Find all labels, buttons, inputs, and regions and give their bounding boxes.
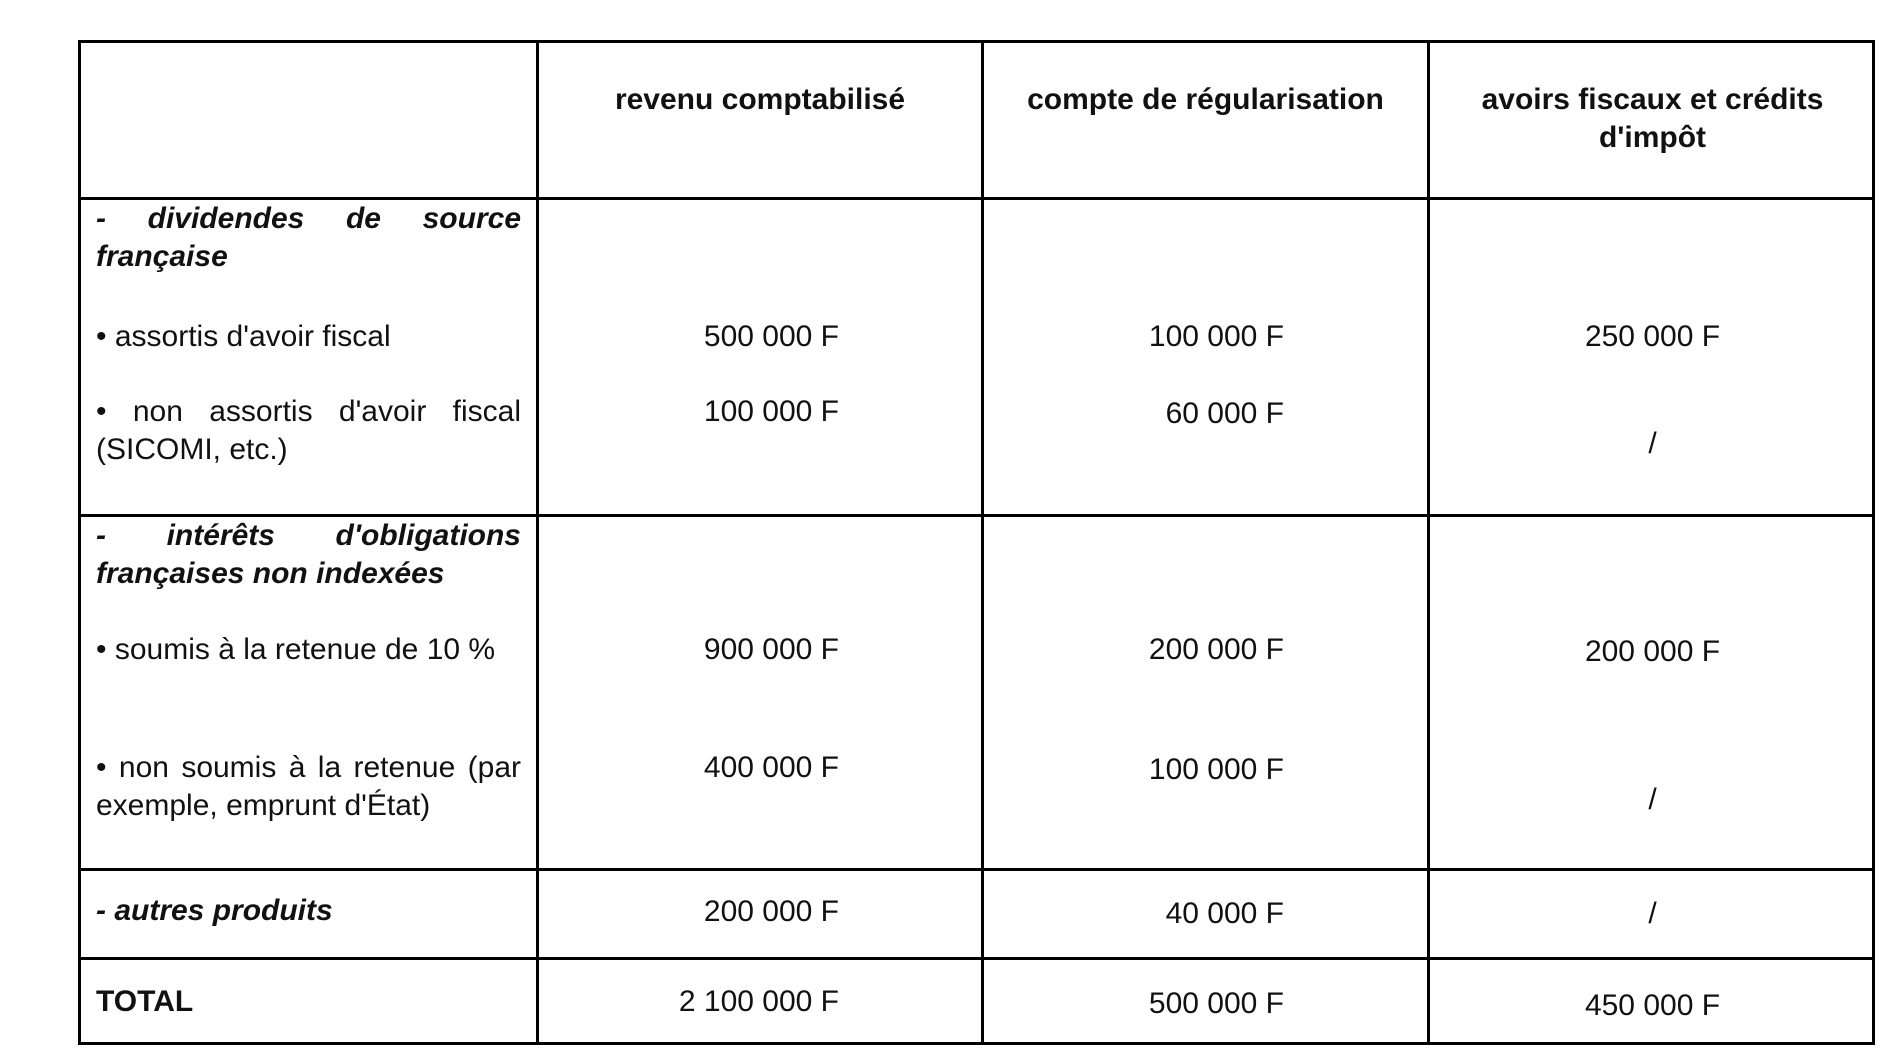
total-label: TOTAL — [96, 985, 194, 1018]
cell-revenu: 400 000 F — [703, 751, 839, 784]
column-divider — [1427, 43, 1430, 1042]
column-divider — [981, 43, 984, 1042]
cell-revenu: 500 000 F — [703, 320, 839, 353]
cell-avoirs: 250 000 F — [1584, 320, 1721, 353]
row-label: • soumis à la retenue de 10 % — [96, 633, 496, 666]
cell-compte: 40 000 F — [1165, 897, 1284, 930]
cell-compte: 100 000 F — [1148, 320, 1284, 353]
row-label: • non assortis d'avoir fiscal (SICOMI, etc.) — [96, 395, 521, 466]
row-divider — [81, 957, 1872, 960]
cell-avoirs: / — [1648, 897, 1657, 930]
section-title-interets: - intérêts d'obligations françaises non indexées — [96, 519, 521, 590]
data-table — [78, 40, 1875, 1045]
cell-revenu: 900 000 F — [703, 633, 839, 666]
header-revenu: revenu comptabilisé — [614, 83, 906, 116]
row-label: • non soumis à la retenue (par exemple, emprunt d'État) — [96, 751, 521, 822]
cell-compte: 200 000 F — [1148, 633, 1284, 666]
cell-avoirs: 200 000 F — [1584, 635, 1721, 668]
row-divider — [81, 868, 1872, 871]
total-compte: 500 000 F — [1148, 987, 1284, 1020]
cell-compte: 60 000 F — [1165, 397, 1284, 430]
row-label: • assortis d'avoir fiscal — [96, 320, 391, 353]
cell-avoirs: / — [1648, 427, 1657, 460]
total-avoirs: 450 000 F — [1584, 989, 1721, 1022]
cell-compte: 100 000 F — [1148, 753, 1284, 786]
section-title-autres: - autres produits — [96, 894, 333, 927]
header-compte: compte de régularisation — [1027, 83, 1384, 116]
section-title-dividendes: - dividendes de source française — [96, 202, 521, 273]
cell-revenu: 100 000 F — [703, 395, 839, 428]
header-avoirs: avoirs fiscaux et crédits d'impôt — [1481, 83, 1824, 154]
total-revenu: 2 100 000 F — [678, 985, 839, 1018]
cell-avoirs: / — [1648, 783, 1657, 816]
cell-revenu: 200 000 F — [703, 895, 839, 928]
